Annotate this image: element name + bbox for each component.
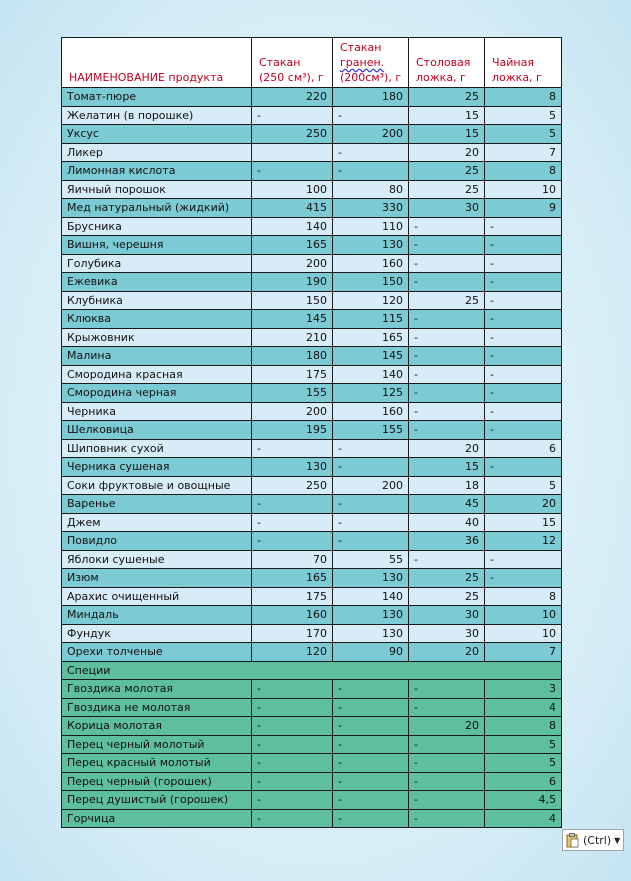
cell-tablespoon[interactable]: - <box>409 809 485 828</box>
cell-teaspoon[interactable]: - <box>485 365 562 384</box>
cell-teaspoon[interactable]: - <box>485 310 562 329</box>
cell-teaspoon[interactable]: 5 <box>485 735 562 754</box>
cell-name[interactable]: Вишня, черешня <box>62 236 252 255</box>
cell-glass-250[interactable]: - <box>252 439 333 458</box>
cell-glass-250[interactable]: - <box>252 735 333 754</box>
cell-name[interactable]: Миндаль <box>62 606 252 625</box>
table-row <box>62 495 562 514</box>
cell-tablespoon[interactable]: 20 <box>409 643 485 662</box>
cell-glass-250[interactable]: 190 <box>252 273 333 292</box>
cell-teaspoon[interactable]: 7 <box>485 143 562 162</box>
cell-glass-250[interactable]: 210 <box>252 328 333 347</box>
cell-teaspoon[interactable]: - <box>485 550 562 569</box>
cell-tablespoon[interactable]: - <box>409 254 485 273</box>
cell-glass-250[interactable]: 415 <box>252 199 333 218</box>
cell-name[interactable]: Клюква <box>62 310 252 329</box>
cell-faceted-glass[interactable]: - <box>333 791 409 810</box>
header-faceted-glass[interactable]: Стакан гранен. (200см³), г <box>333 38 409 88</box>
cell-name[interactable]: Орехи толченые <box>62 643 252 662</box>
cell-teaspoon[interactable]: 8 <box>485 88 562 107</box>
cell-name[interactable]: Малина <box>62 347 252 366</box>
cell-name[interactable]: Гвоздика не молотая <box>62 698 252 717</box>
table-row <box>62 254 562 273</box>
cell-faceted-glass[interactable]: 120 <box>333 291 409 310</box>
table-row <box>62 217 562 236</box>
cell-tablespoon[interactable]: 20 <box>409 439 485 458</box>
header-teaspoon[interactable]: Чайная ложка, г <box>485 38 562 88</box>
table-row <box>62 88 562 107</box>
cell-tablespoon[interactable]: - <box>409 384 485 403</box>
table-row <box>62 717 562 736</box>
cell-teaspoon[interactable]: - <box>485 347 562 366</box>
cell-glass-250[interactable]: - <box>252 162 333 181</box>
cell-name[interactable]: Ежевика <box>62 273 252 292</box>
table-row <box>62 569 562 588</box>
cell-teaspoon[interactable]: - <box>485 384 562 403</box>
cell-teaspoon[interactable]: - <box>485 291 562 310</box>
cell-name[interactable]: Перец черный (горошек) <box>62 772 252 791</box>
cell-name[interactable]: Мед натуральный (жидкий) <box>62 199 252 218</box>
cell-name[interactable]: Фундук <box>62 624 252 643</box>
cell-tablespoon[interactable]: - <box>409 735 485 754</box>
cell-glass-250[interactable]: - <box>252 680 333 699</box>
cell-tablespoon[interactable]: 25 <box>409 291 485 310</box>
cell-teaspoon[interactable]: 9 <box>485 199 562 218</box>
cell-faceted-glass[interactable]: 130 <box>333 569 409 588</box>
table-row <box>62 643 562 662</box>
spices-section-label[interactable]: Специи <box>62 661 562 680</box>
cell-glass-250[interactable]: 145 <box>252 310 333 329</box>
cell-tablespoon[interactable]: - <box>409 310 485 329</box>
cell-faceted-glass[interactable]: 140 <box>333 365 409 384</box>
cell-faceted-glass[interactable]: 200 <box>333 125 409 144</box>
cell-teaspoon[interactable]: 10 <box>485 180 562 199</box>
cell-tablespoon[interactable]: - <box>409 273 485 292</box>
cell-tablespoon[interactable]: - <box>409 754 485 773</box>
cell-glass-250[interactable]: - <box>252 513 333 532</box>
cell-teaspoon[interactable]: - <box>485 569 562 588</box>
cell-faceted-glass[interactable]: - <box>333 680 409 699</box>
cell-tablespoon[interactable]: 36 <box>409 532 485 551</box>
cell-glass-250[interactable]: 120 <box>252 643 333 662</box>
cell-tablespoon[interactable]: 20 <box>409 143 485 162</box>
header-tablespoon[interactable]: Столовая ложка, г <box>409 38 485 88</box>
cell-tablespoon[interactable]: - <box>409 791 485 810</box>
cell-glass-250[interactable]: - <box>252 698 333 717</box>
cell-faceted-glass[interactable]: - <box>333 735 409 754</box>
cell-tablespoon[interactable]: 40 <box>409 513 485 532</box>
cell-name[interactable]: Черника <box>62 402 252 421</box>
cell-faceted-glass[interactable]: 330 <box>333 199 409 218</box>
cell-faceted-glass[interactable]: - <box>333 513 409 532</box>
chevron-down-icon: ▼ <box>614 835 621 845</box>
cell-tablespoon[interactable]: 25 <box>409 180 485 199</box>
table-row <box>62 291 562 310</box>
table-row <box>62 791 562 810</box>
cell-tablespoon[interactable]: 30 <box>409 606 485 625</box>
cell-name[interactable]: Джем <box>62 513 252 532</box>
cell-tablespoon[interactable]: 30 <box>409 624 485 643</box>
cell-name[interactable]: Варенье <box>62 495 252 514</box>
cell-teaspoon[interactable]: - <box>485 236 562 255</box>
cell-teaspoon[interactable]: 10 <box>485 624 562 643</box>
paste-options-label: (Ctrl) <box>583 833 612 847</box>
cell-glass-250[interactable]: 175 <box>252 587 333 606</box>
cell-tablespoon[interactable]: 45 <box>409 495 485 514</box>
cell-glass-250[interactable]: 150 <box>252 291 333 310</box>
cell-tablespoon[interactable]: 15 <box>409 125 485 144</box>
table-row <box>62 624 562 643</box>
table-row <box>62 421 562 440</box>
cell-teaspoon[interactable]: 4 <box>485 698 562 717</box>
cell-teaspoon[interactable]: 4,5 <box>485 791 562 810</box>
table-row <box>62 550 562 569</box>
cell-teaspoon[interactable]: - <box>485 217 562 236</box>
cell-glass-250[interactable]: 100 <box>252 180 333 199</box>
table-row <box>62 199 562 218</box>
cell-tablespoon[interactable]: 25 <box>409 587 485 606</box>
cell-glass-250[interactable]: 165 <box>252 236 333 255</box>
cell-faceted-glass[interactable]: 55 <box>333 550 409 569</box>
cell-name[interactable]: Перец черный молотый <box>62 735 252 754</box>
cell-glass-250[interactable]: 140 <box>252 217 333 236</box>
cell-tablespoon[interactable]: 25 <box>409 88 485 107</box>
cell-name[interactable]: Яичный порошок <box>62 180 252 199</box>
cell-tablespoon[interactable]: - <box>409 680 485 699</box>
cell-faceted-glass[interactable]: 165 <box>333 328 409 347</box>
cell-name[interactable]: Арахис очищенный <box>62 587 252 606</box>
cell-faceted-glass[interactable]: - <box>333 532 409 551</box>
cell-teaspoon[interactable]: 8 <box>485 587 562 606</box>
cell-tablespoon[interactable]: - <box>409 328 485 347</box>
table-row <box>62 698 562 717</box>
table-row <box>62 809 562 828</box>
cell-name[interactable]: Повидло <box>62 532 252 551</box>
cell-name[interactable]: Брусника <box>62 217 252 236</box>
cell-faceted-glass[interactable]: 155 <box>333 421 409 440</box>
table-row <box>62 347 562 366</box>
cell-name[interactable]: Крыжовник <box>62 328 252 347</box>
cell-name[interactable]: Томат-пюре <box>62 88 252 107</box>
cell-tablespoon[interactable]: - <box>409 698 485 717</box>
cell-faceted-glass[interactable]: 80 <box>333 180 409 199</box>
table-row <box>62 384 562 403</box>
cell-faceted-glass[interactable]: - <box>333 162 409 181</box>
table-row <box>62 476 562 495</box>
table-row <box>62 125 562 144</box>
table-row <box>62 273 562 292</box>
cell-name[interactable]: Уксус <box>62 125 252 144</box>
cell-teaspoon[interactable]: - <box>485 458 562 477</box>
cell-name[interactable]: Смородина красная <box>62 365 252 384</box>
cell-glass-250[interactable]: 130 <box>252 458 333 477</box>
cell-faceted-glass[interactable]: 180 <box>333 88 409 107</box>
table-row <box>62 606 562 625</box>
cell-glass-250[interactable]: 195 <box>252 421 333 440</box>
cell-teaspoon[interactable]: 8 <box>485 717 562 736</box>
cell-name[interactable]: Горчица <box>62 809 252 828</box>
table-row <box>62 180 562 199</box>
conversion-table <box>61 37 562 828</box>
cell-name[interactable]: Шиповник сухой <box>62 439 252 458</box>
cell-glass-250[interactable]: 250 <box>252 125 333 144</box>
cell-name[interactable]: Черника сушеная <box>62 458 252 477</box>
cell-tablespoon[interactable]: 18 <box>409 476 485 495</box>
cell-glass-250[interactable]: 200 <box>252 254 333 273</box>
cell-tablespoon[interactable]: - <box>409 236 485 255</box>
table-row <box>62 236 562 255</box>
cell-name[interactable]: Клубника <box>62 291 252 310</box>
table-row <box>62 162 562 181</box>
header-name[interactable]: НАИМЕНОВАНИЕ продукта <box>62 38 252 88</box>
cell-name[interactable]: Лимонная кислота <box>62 162 252 181</box>
table-row <box>62 513 562 532</box>
cell-faceted-glass[interactable]: 140 <box>333 587 409 606</box>
cell-glass-250[interactable]: - <box>252 106 333 125</box>
cell-name[interactable]: Перец красный молотый <box>62 754 252 773</box>
cell-name[interactable]: Шелковица <box>62 421 252 440</box>
cell-teaspoon[interactable]: - <box>485 273 562 292</box>
cell-glass-250[interactable]: - <box>252 772 333 791</box>
cell-name[interactable]: Соки фруктовые и овощные <box>62 476 252 495</box>
table-row <box>62 143 562 162</box>
table-row <box>62 587 562 606</box>
cell-glass-250[interactable]: 180 <box>252 347 333 366</box>
cell-faceted-glass[interactable]: - <box>333 439 409 458</box>
cell-teaspoon[interactable]: - <box>485 402 562 421</box>
table-header-row <box>62 38 562 88</box>
cell-teaspoon[interactable]: 6 <box>485 772 562 791</box>
table-row <box>62 439 562 458</box>
header-glass-250[interactable]: Стакан (250 см³), г <box>252 38 333 88</box>
cell-faceted-glass[interactable]: 130 <box>333 606 409 625</box>
cell-teaspoon[interactable]: 5 <box>485 106 562 125</box>
cell-teaspoon[interactable]: 20 <box>485 495 562 514</box>
cell-teaspoon[interactable]: 5 <box>485 125 562 144</box>
cell-tablespoon[interactable]: 15 <box>409 106 485 125</box>
cell-glass-250[interactable]: 250 <box>252 476 333 495</box>
cell-faceted-glass[interactable]: - <box>333 106 409 125</box>
cell-tablespoon[interactable]: 25 <box>409 569 485 588</box>
table-row <box>62 458 562 477</box>
spices-section-row <box>62 661 562 680</box>
cell-faceted-glass[interactable]: 150 <box>333 273 409 292</box>
table-row <box>62 365 562 384</box>
cell-name[interactable]: Смородина черная <box>62 384 252 403</box>
cell-name[interactable]: Голубика <box>62 254 252 273</box>
cell-glass-250[interactable]: - <box>252 754 333 773</box>
cell-teaspoon[interactable]: - <box>485 421 562 440</box>
cell-teaspoon[interactable]: 5 <box>485 476 562 495</box>
cell-glass-250[interactable] <box>252 143 333 162</box>
cell-glass-250[interactable]: - <box>252 791 333 810</box>
cell-faceted-glass[interactable]: 130 <box>333 624 409 643</box>
cell-tablespoon[interactable]: - <box>409 421 485 440</box>
cell-faceted-glass[interactable]: - <box>333 458 409 477</box>
cell-teaspoon[interactable]: 5 <box>485 754 562 773</box>
cell-name[interactable]: Корица молотая <box>62 717 252 736</box>
cell-faceted-glass[interactable]: - <box>333 495 409 514</box>
cell-teaspoon[interactable]: 8 <box>485 162 562 181</box>
cell-teaspoon[interactable]: 15 <box>485 513 562 532</box>
cell-faceted-glass[interactable]: 200 <box>333 476 409 495</box>
cell-faceted-glass[interactable]: 110 <box>333 217 409 236</box>
cell-name[interactable]: Желатин (в порошке) <box>62 106 252 125</box>
cell-tablespoon[interactable]: - <box>409 365 485 384</box>
cell-faceted-glass[interactable]: - <box>333 754 409 773</box>
cell-name[interactable]: Изюм <box>62 569 252 588</box>
cell-faceted-glass[interactable]: 115 <box>333 310 409 329</box>
cell-teaspoon[interactable]: - <box>485 328 562 347</box>
cell-tablespoon[interactable]: 15 <box>409 458 485 477</box>
cell-faceted-glass[interactable]: - <box>333 143 409 162</box>
cell-glass-250[interactable]: - <box>252 495 333 514</box>
cell-teaspoon[interactable]: - <box>485 254 562 273</box>
clipboard-icon <box>566 833 579 848</box>
cell-tablespoon[interactable]: - <box>409 217 485 236</box>
cell-faceted-glass[interactable]: - <box>333 772 409 791</box>
table-row <box>62 106 562 125</box>
cell-teaspoon[interactable]: 7 <box>485 643 562 662</box>
cell-glass-250[interactable]: 220 <box>252 88 333 107</box>
cell-faceted-glass[interactable]: 160 <box>333 402 409 421</box>
cell-faceted-glass[interactable]: 145 <box>333 347 409 366</box>
cell-faceted-glass[interactable]: 130 <box>333 236 409 255</box>
cell-faceted-glass[interactable]: - <box>333 809 409 828</box>
cell-tablespoon[interactable]: - <box>409 550 485 569</box>
table-row <box>62 772 562 791</box>
table-row <box>62 754 562 773</box>
cell-glass-250[interactable]: 155 <box>252 384 333 403</box>
cell-glass-250[interactable]: - <box>252 809 333 828</box>
cell-faceted-glass[interactable]: - <box>333 698 409 717</box>
cell-glass-250[interactable]: 170 <box>252 624 333 643</box>
cell-teaspoon[interactable]: 4 <box>485 809 562 828</box>
cell-glass-250[interactable]: 160 <box>252 606 333 625</box>
cell-tablespoon[interactable]: 30 <box>409 199 485 218</box>
paste-options-button[interactable] <box>562 829 624 851</box>
table-row <box>62 532 562 551</box>
cell-name[interactable]: Перец душистый (горошек) <box>62 791 252 810</box>
cell-teaspoon[interactable]: 12 <box>485 532 562 551</box>
cell-tablespoon[interactable]: 25 <box>409 162 485 181</box>
cell-glass-250[interactable]: 175 <box>252 365 333 384</box>
cell-tablespoon[interactable]: 20 <box>409 717 485 736</box>
cell-teaspoon[interactable]: 6 <box>485 439 562 458</box>
cell-faceted-glass[interactable]: 90 <box>333 643 409 662</box>
table-row <box>62 735 562 754</box>
cell-name[interactable]: Гвоздика молотая <box>62 680 252 699</box>
table-row <box>62 680 562 699</box>
cell-glass-250[interactable]: - <box>252 717 333 736</box>
cell-faceted-glass[interactable]: 160 <box>333 254 409 273</box>
cell-glass-250[interactable]: - <box>252 532 333 551</box>
cell-glass-250[interactable]: 165 <box>252 569 333 588</box>
cell-tablespoon[interactable]: - <box>409 347 485 366</box>
cell-faceted-glass[interactable]: - <box>333 717 409 736</box>
cell-tablespoon[interactable]: - <box>409 772 485 791</box>
cell-teaspoon[interactable]: 10 <box>485 606 562 625</box>
cell-faceted-glass[interactable]: 125 <box>333 384 409 403</box>
table-row <box>62 402 562 421</box>
table-row <box>62 310 562 329</box>
cell-name[interactable]: Ликер <box>62 143 252 162</box>
table-row <box>62 328 562 347</box>
cell-glass-250[interactable]: 200 <box>252 402 333 421</box>
cell-teaspoon[interactable]: 3 <box>485 680 562 699</box>
cell-tablespoon[interactable]: - <box>409 402 485 421</box>
cell-glass-250[interactable]: 70 <box>252 550 333 569</box>
cell-name[interactable]: Яблоки сушеные <box>62 550 252 569</box>
